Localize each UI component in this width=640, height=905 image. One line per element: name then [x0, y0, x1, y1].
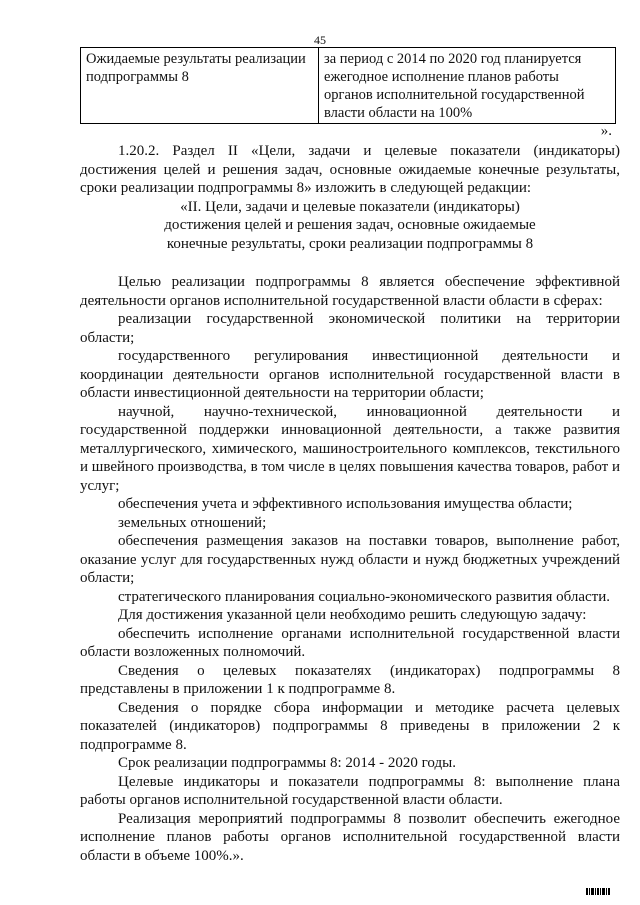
paragraph-sphere-economic-policy: реализации государственной экономической политики на территории области; [80, 311, 620, 346]
barcode-mark [586, 888, 610, 895]
paragraph-sphere-investment: государственного регулирования инвестиционной деятельности и координации деятельности органов исполнительной государственной власти в области инвестиционной деятельности на территории области; [80, 348, 620, 401]
table-value-cell: за период с 2014 по 2020 год планируется ежегодное исполнение планов работы органов исполнительной государственной власти области на 100% [319, 48, 616, 124]
paragraph-methodology-info: Сведения о порядке сбора информации и методике расчета целевых показателей (индикаторов) подпрограммы 8 приведены в приложении 2 к подпрограмме 8. [80, 699, 620, 753]
closing-quote: ». [600, 123, 612, 139]
paragraph-task: обеспечить исполнение органами исполнительной государственной власти области возложенных полномочий. [80, 625, 620, 660]
paragraph-indicators-info: Сведения о целевых показателях (индикаторах) подпрограммы 8 представлены в приложении 1 к подпрограмме 8. [80, 662, 620, 697]
paragraph-task-intro: Для достижения указанной цели необходимо решить следующую задачу: [118, 607, 587, 623]
section-heading [80, 198, 620, 254]
paragraph-goal: Целью реализации подпрограммы 8 является обеспечение эффективной деятельности органов исполнительной государственной власти области в сферах: [80, 274, 620, 309]
heading-line-3: конечные результаты, сроки реализации подпрограммы 8 [166, 235, 534, 252]
paragraph-sphere-procurement: обеспечения размещения заказов на поставки товаров, выполнение работ, оказание услуг для государственных нужд области и нужд бюджетных учреждений области; [80, 533, 620, 586]
paragraph-sphere-innovation: научной, научно-технической, инновационной деятельности и государственной поддержки инновационной деятельности, а также развития металлургического, химического, машиностроительного комплексов, текстильного и швейного производства, в том числе в целях повышения качества товаров, работ и услуг; [80, 403, 620, 494]
paragraph-sphere-planning: стратегического планирования социально-экономического развития области. [118, 588, 610, 605]
heading-line-2: достижения целей и решения задач, основные ожидаемые [164, 217, 536, 233]
table-row [81, 48, 616, 124]
paragraph-sphere-property: обеспечения учета и эффективного использования имущества области; [118, 496, 573, 512]
paragraph-sphere-land: земельных отношений; [118, 514, 267, 531]
expected-results-table [80, 47, 616, 124]
paragraph-expected-result: Реализация мероприятий подпрограммы 8 позволит обеспечить ежегодное исполнение планов работы органов исполнительной государственной власти области в объеме 100%.». [80, 810, 620, 864]
document-body [80, 142, 620, 865]
table-label-cell: Ожидаемые результаты реализации подпрограммы 8 [81, 48, 319, 124]
paragraph-target-indicators: Целевые индикаторы и показатели подпрограммы 8: выполнение плана работы органов исполнительной государственной власти области. [80, 773, 620, 808]
paragraph-period: Срок реализации подпрограммы 8: 2014 - 2020 годы. [118, 755, 456, 771]
heading-line-1: «II. Цели, задачи и целевые показатели (индикаторы) [180, 198, 520, 215]
intro-paragraph: 1.20.2. Раздел II «Цели, задачи и целевые показатели (индикаторы) достижения целей и решения задач, основные ожидаемые конечные результаты, сроки реализации подпрограммы 8» изложить в следующей редакции: [80, 143, 620, 196]
page-number: 45 [314, 33, 326, 47]
